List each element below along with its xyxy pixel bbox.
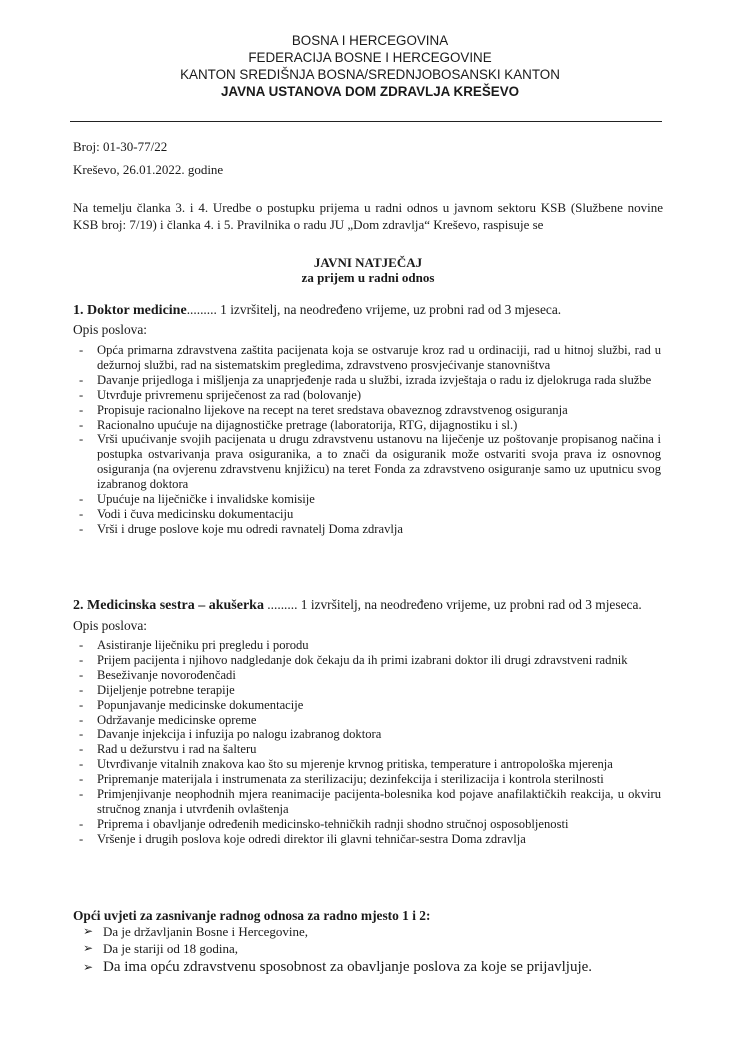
list-item: - Priprema i obavljanje određenih medicinsko-tehničkih radnji shodno stručnoj osposobljenosti	[79, 816, 569, 831]
arrow-bullet-icon: ➢	[83, 924, 94, 938]
dash-icon: -	[79, 787, 84, 802]
list-item: - Pripremanje materijala i instrumenata za sterilizaciju; dezinfekcija i sterilizacija i kontrola sterilnosti	[79, 772, 604, 787]
dash-icon: -	[79, 492, 84, 507]
arrow-bullet-icon: ➢	[83, 941, 94, 955]
list-item: - Utvrđuje privremenu spriječenost za rad (bolovanje)	[79, 387, 362, 402]
dash-icon: -	[79, 506, 84, 521]
document-number: Broj: 01-30-77/22	[73, 139, 168, 154]
list-item: - Asistiranje liječniku pri pregledu i porodu	[79, 638, 309, 652]
list-item: - Upućuje na liječničke i invalidske komisije	[79, 492, 315, 507]
list-item: - Održavanje medicinske opreme	[79, 712, 257, 727]
position-1-duties	[73, 343, 661, 537]
header-divider	[70, 121, 662, 122]
list-item: ➢ Da je državljanin Bosne i Hercegovine,	[83, 924, 309, 939]
header-canton: KANTON SREDIŠNJA BOSNA/SREDNJOBOSANSKI KANTON	[180, 67, 560, 82]
dash-icon: -	[79, 712, 84, 727]
list-item: - Rad u dežurstvu i rad na šalteru	[79, 742, 257, 757]
list-item: - Racionalno upućuje na dijagnostičke pretrage (laboratorija, RTG, dijagnostiku i sl.)	[79, 417, 518, 432]
dash-icon: -	[79, 757, 84, 772]
list-item: - Vršenje i drugih poslova koje odredi direktor ili glavni tehničar-sestra Doma zdravlja	[79, 831, 526, 846]
place-date: Kreševo, 26.01.2022. godine	[73, 162, 224, 177]
arrow-bullet-icon: ➢	[83, 960, 94, 974]
position-1-name: 1. Doktor medicine	[73, 303, 187, 318]
intro-paragraph: Na temelju članka 3. i 4. Uredbe o postupku prijema u radni odnos u javnom sektoru KSB (Službene novine KSB broj: 7/19) i članka 4. i 5. Pravilnika o radu JU „Dom zdravlja“ Kreševo, raspisuje se	[73, 200, 663, 232]
dash-icon: -	[79, 652, 84, 667]
header-country: BOSNA I HERCEGOVINA	[291, 33, 449, 48]
dash-icon: -	[79, 742, 84, 757]
dash-icon: -	[79, 727, 84, 742]
competition-title	[73, 255, 663, 285]
position-2-details: ......... 1 izvršitelj, na neodređeno vrijeme, uz probni rad od 3 mjeseca.	[263, 597, 642, 612]
header-institution: JAVNA USTANOVA DOM ZDRAVLJA KREŠEVO	[220, 84, 520, 99]
list-item: - Vrši i druge poslove koje mu odredi ravnatelj Doma zdravlja	[79, 521, 403, 536]
position-2-duties	[73, 638, 661, 847]
list-item: - Popunjavanje medicinske dokumentacije	[79, 697, 304, 712]
list-item: - Opća primarna zdravstvena zaštita pacijenata koja se ostvaruje kroz rad u ordinaciji, rad u hitnoj službi, rad u dežurnoj službi, rad na sistematskim pregledima, zdravstveno prosvjećivanje stanovništva	[79, 343, 661, 372]
list-item: - Vrši upućivanje svojih pacijenata u drugu zdravstvenu ustanovu na liječenje uz poštovanje propisanog načina i postupka ostvarivanja prava osiguranika, a to znači da osiguranik može ostvariti svoja prava iz osnovnog osiguranja (na ovjerenu zdravstvenu knjižicu) na teret Fonda za zdravstveno osiguranje samo uz uputnicu svog izabranog doktora	[79, 432, 661, 492]
position-1-opis-label: Opis poslova:	[73, 322, 148, 337]
conditions-title: Opći uvjeti za zasnivanje radnog odnosa za radno mjesto 1 i 2:	[73, 908, 431, 923]
header-federation: FEDERACIJA BOSNE I HERCEGOVINE	[248, 50, 492, 65]
dash-icon: -	[79, 432, 84, 447]
title-sub: za prijem u radni odnos	[301, 270, 435, 285]
list-item: - Propisuje racionalno lijekove na recept na teret sredstava obaveznog zdravstvenog osiguranja	[79, 402, 568, 417]
list-item: - Vodi i čuva medicinsku dokumentaciju	[79, 506, 294, 521]
position-2-opis-label: Opis poslova:	[73, 618, 148, 633]
dash-icon: -	[79, 772, 84, 787]
dash-icon: -	[79, 638, 84, 652]
list-item: - Prijem pacijenta i njihovo nadgledanje dok čekaju da ih primi izabrani doktor ili drugi zdravstveni radnik	[79, 652, 628, 667]
list-item: - Utvrđivanje vitalnih znakova kao što su mjerenje krvnog pritiska, temperature i antropološka mjerenja	[79, 757, 613, 772]
dash-icon: -	[79, 667, 84, 682]
list-item: - Primjenjivanje neophodnih mjera reanimacije pacijenta-bolesnika kod pojave anafilaktičkih reakcija, u okviru stručnog znanja i utvrđenih ovlaštenja	[79, 787, 661, 816]
dash-icon: -	[79, 831, 84, 846]
dash-icon: -	[79, 697, 84, 712]
position-2-name: 2. Medicinska sestra – akušerka	[73, 598, 264, 613]
list-item: - Dijeljenje potrebne terapije	[79, 682, 235, 697]
document-header	[70, 32, 670, 100]
dash-icon: -	[79, 816, 84, 831]
list-item: - Davanje prijedloga i mišljenja za unaprjeđenje rada u službi, izrada izvještaja o radu iz djelokruga rada službe	[79, 372, 652, 387]
dash-icon: -	[79, 682, 84, 697]
position-1-details: ......... 1 izvršitelj, na neodređeno vrijeme, uz probni rad od 3 mjeseca.	[186, 302, 562, 317]
dash-icon: -	[79, 417, 84, 432]
list-item: ➢ Da je stariji od 18 godina,	[83, 941, 239, 956]
title-main: JAVNI NATJEČAJ	[313, 255, 423, 270]
dash-icon: -	[79, 387, 84, 402]
dash-icon: -	[79, 372, 84, 387]
list-item: - Davanje injekcija i infuzija po nalogu izabranog doktora	[79, 727, 382, 742]
list-item: ➢ Da ima opću zdravstvenu sposobnost za obavljanje poslova za koje se prijavljuje.	[83, 959, 593, 975]
dash-icon: -	[79, 521, 84, 536]
dash-icon: -	[79, 343, 84, 357]
conditions-list	[73, 923, 592, 977]
list-item: - Beseživanje novorođenčadi	[79, 667, 236, 682]
position-2-heading	[73, 596, 673, 614]
position-1-heading	[73, 301, 673, 319]
dash-icon: -	[79, 402, 84, 417]
